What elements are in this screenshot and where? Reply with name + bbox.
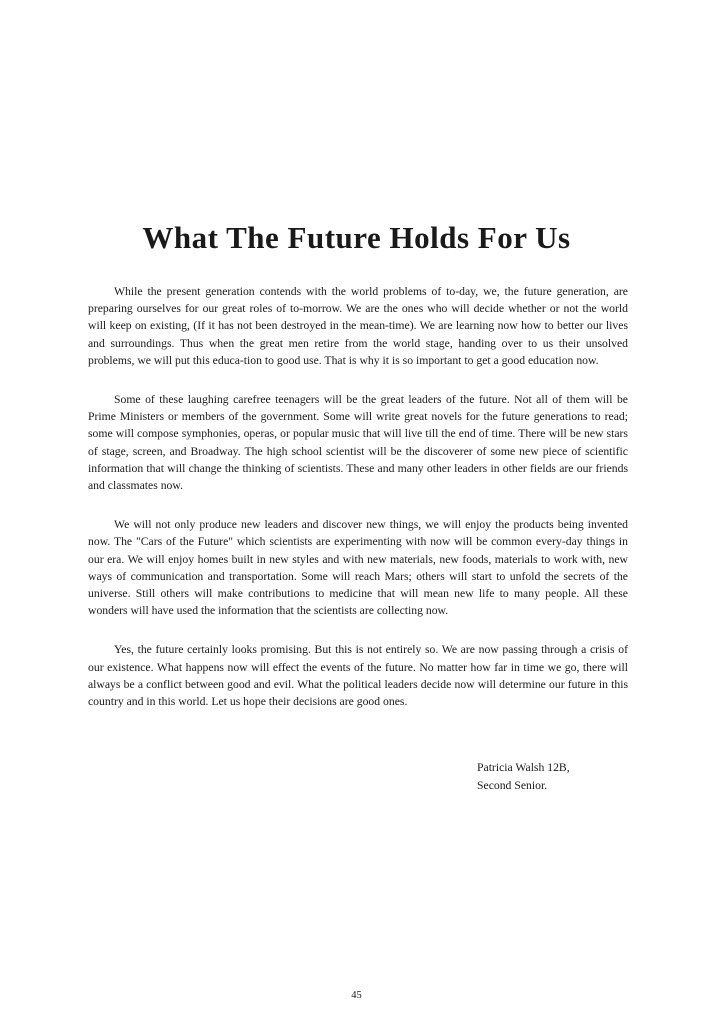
signature-block <box>477 759 570 795</box>
paragraph-2: Some of these laughing carefree teenagers will be the great leaders of the future. Not all of them will be Prime Ministers or members of the government. Some will write great novels for the future generations to read; some will compose symphonies, operas, or popular music that will live till the end of time. There will be new stars of stage, screen, and Broadway. The high school scientist will be the discoverer of some new piece of scientific information that will change the thinking of scientists. These and many other leaders in other fields are our friends and classmates now. <box>88 393 628 493</box>
page-number: 45 <box>351 990 362 1001</box>
paragraph-4: Yes, the future certainly looks promising. But this is not entirely so. We are now passing through a crisis of our existence. What happens now will effect the events of the future. No matter how far in time we go, there will always be a conflict between good and evil. What the political leaders decide now will determine our future in this country and in this world. Let us hope their decisions are good ones. <box>88 643 628 709</box>
paragraph-3: We will not only produce new leaders and discover new things, we will enjoy the products being invented now. The "Cars of the Future" which scientists are experimenting with now will be common every-day things in our era. We will enjoy homes built in new styles and with new materials, new foods, materials to work with, new ways of communication and transportation. Some will reach Mars; others will start to unfold the secrets of the universe. Still others will make contributions to medicine that will mean new life to many people. All these wonders will have used the information that the scientists are collecting now. <box>88 518 628 618</box>
article-title: What The Future Holds For Us <box>142 220 571 255</box>
author-name: Patricia Walsh 12B, <box>477 761 570 774</box>
article-body <box>88 283 628 732</box>
paragraph-1: While the present generation contends with the world problems of to-day, we, the future generation, are preparing ourselves for our great roles of to-morrow. We are the ones who will decide whether or not the world will keep on existing, (If it has not been destroyed in the mean-time). We are learning now how to better our lives and surroundings. Thus when the great men retire from the world stage, handing over to us their unsolved problems, we will put this educa-tion to good use. That is why it is so important to get a good education now. <box>88 285 628 367</box>
author-class: Second Senior. <box>477 779 548 792</box>
